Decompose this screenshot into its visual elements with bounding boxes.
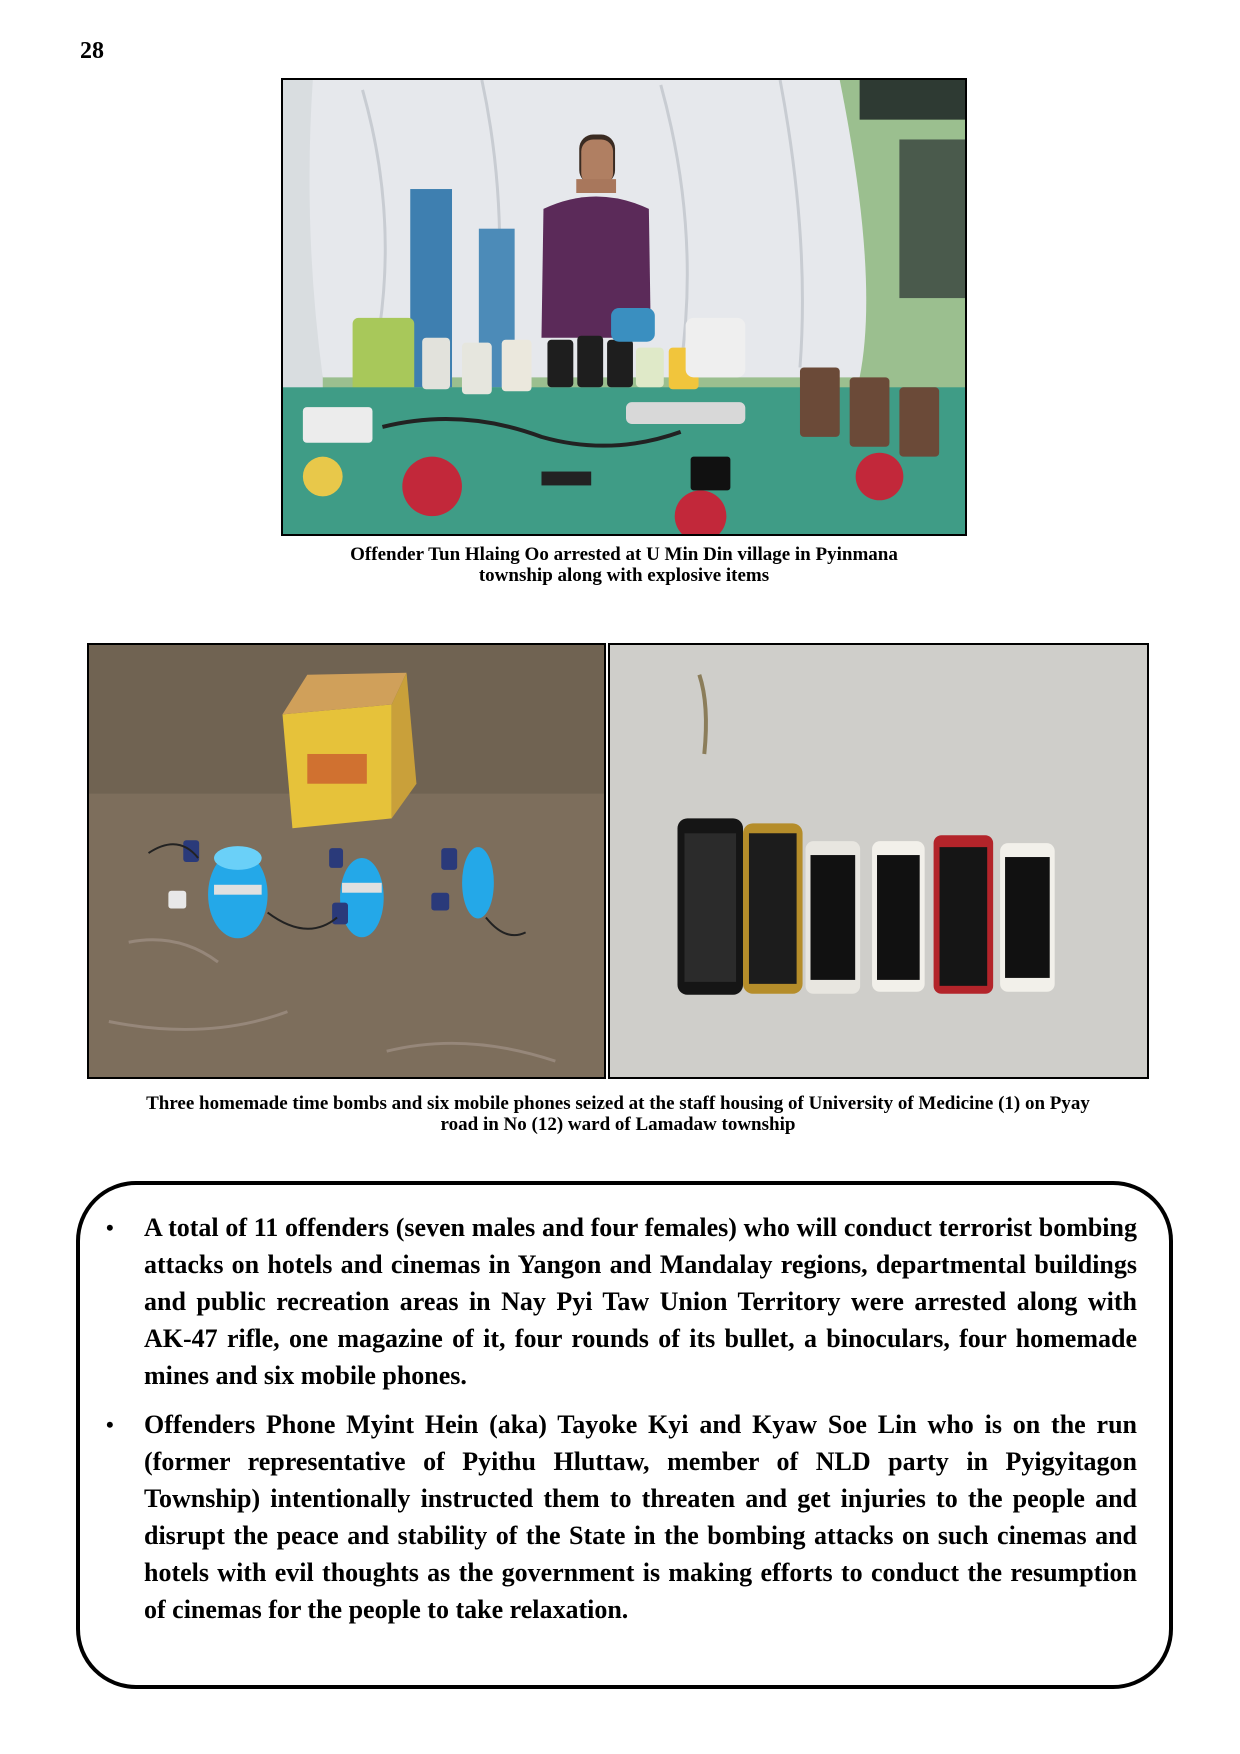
page-number: 28 — [80, 38, 104, 64]
list-item — [106, 1406, 1137, 1628]
bullet-icon: • — [106, 1412, 114, 1437]
arrest-photo — [281, 78, 967, 536]
bullet-text: Offenders Phone Myint Hein (aka) Tayoke Kyi and Kyaw Soe Lin who is on the run (former representative of Pyithu Hluttaw, member of NLD party in Pyigyitagon Township) intentionally instructed them to threaten and get injuries to the people and disrupt the peace and stability of the State in the bombing attacks on such cinemas and hotels with evil thoughts as the government is making efforts to conduct the resumption of cinemas for the people to take relaxation. — [144, 1410, 1137, 1624]
caption-line: Three homemade time bombs and six mobile phones seized at the staff housing of University of Medicine (1) on Pyay — [146, 1093, 1090, 1114]
arrest-photo-caption — [281, 544, 967, 586]
mobile-phones-photo — [608, 643, 1149, 1079]
seizure-photo-caption — [87, 1093, 1149, 1135]
bullet-icon: • — [106, 1215, 114, 1240]
list-item — [106, 1209, 1137, 1394]
summary-box — [76, 1181, 1173, 1689]
caption-line: township along with explosive items — [478, 565, 770, 586]
caption-line: road in No (12) ward of Lamadaw township — [440, 1114, 796, 1135]
caption-line: Offender Tun Hlaing Oo arrested at U Min Din village in Pyinmana — [350, 544, 898, 565]
summary-list — [106, 1209, 1137, 1640]
bullet-text: A total of 11 offenders (seven males and four females) who will conduct terrorist bombing attacks on hotels and cinemas in Yangon and Mandalay regions, departmental buildings and public recreation areas in Nay Pyi Taw Union Territory were arrested along with AK-47 rifle, one magazine of it, four rounds of its bullet, a binoculars, four homemade mines and six mobile phones. — [144, 1213, 1137, 1390]
time-bombs-photo — [87, 643, 606, 1079]
